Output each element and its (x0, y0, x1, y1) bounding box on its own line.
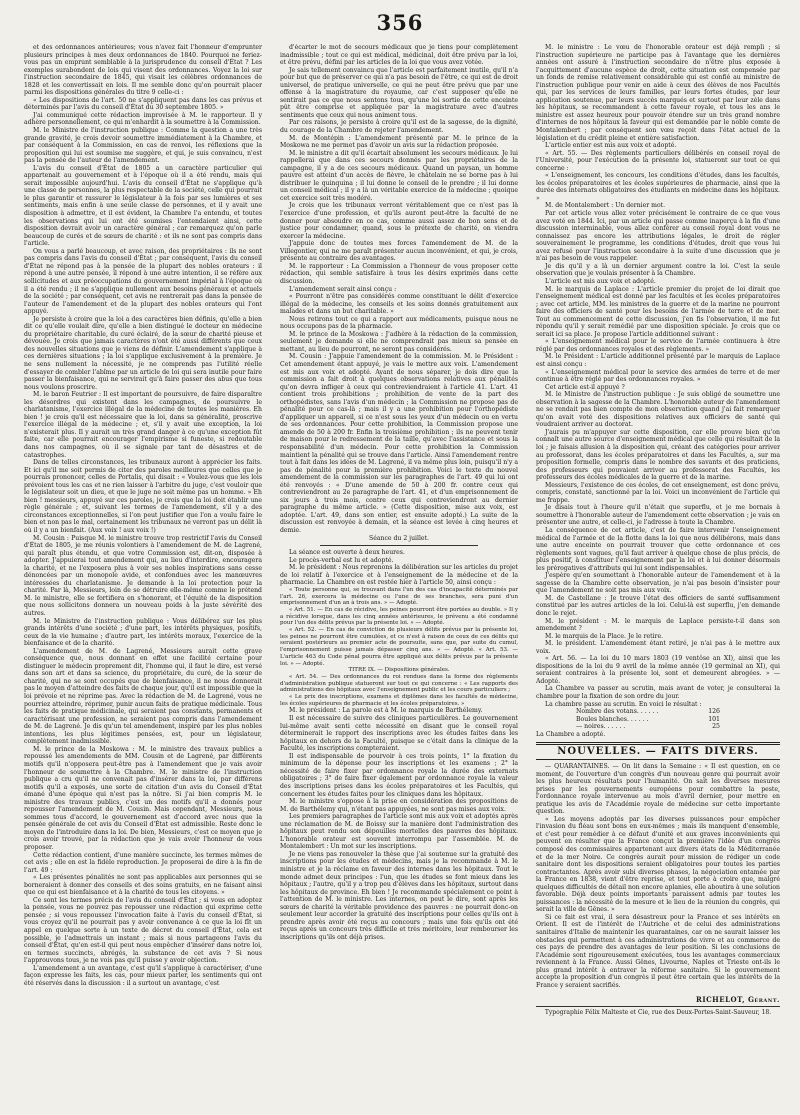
paragraph: J'espère qu'en soumettant à l'honorable auteur de l'amendement et à la sagesse de la Chambre cette observation, je n'ai pas besoin d'insister pour que l'amendement ne soit pas mis aux voix. (536, 572, 780, 595)
paragraph: Je dis qu'il y a là un dernier argument contre la loi. C'est la seule observation que je voulais présenter à la Chambre. (536, 262, 780, 278)
paragraph: L'article est mis aux voix et adopté. (545, 277, 656, 285)
paragraph: La Chambre va passer au scrutin, mais avant de voter, je consulterai la chambre pour la fixation de son ordre du jour. (536, 685, 780, 701)
paragraph: M. le ministre s'oppose à la prise en considération des propositions de M. de Barthélemy qui, n'étant pas appuyées, ne sont pas mises aux voix. (280, 798, 518, 813)
paragraph: M. le Ministre de l'instruction publique : Je suis obligé de soumettre une observation à la sagesse de la Chambre. L'honorable auteur de l'amendement ne se rendait pas bien compte de mon observation quand j'ai fait remarquer qu'on avait voté des dispositions relatives aux officiers de santé qui voudraient arriver au doctorat. (536, 391, 780, 429)
paragraph: M. Cousin : J'appuie l'amendement de la commission. M. le Président : Cet amendement étant appuyé, je vais le mettre aux voix. L'amendement est mis aux voix et adopté. Ayant de nous séparer, je dois dire que la commission a fait droit à quelques observations relatives aux pénalités qu'on devra infliger à ceux qui contreviendraient à l'article 41. L'art. 41 contient trois prohibitions ; prohibition de vente de la part des orthopédistes, sans l'avis d'un médecin ; la Commission ne propose pas de pénalité pour ce cas-là ; mais il y a une prohibition pour l'orthopédiste d'appliquer un appareil, si ce n'est sous les yeux d'un médecin ou en vertu de ses ordonnances. Pour cette prohibition, la Commission propose une amende de 50 à 200 fr. Enfin la troisième prohibition ; ils ne peuvent tenir de maison pour le redressement de la taille, qu'avec l'assistance et sous la responsabilité d'un médecin. Pour cette prohibition la Commission maintient la pénalité qui se trouve dans l'article. Ainsi l'amendement rentre tout à fait dans les idées de M. Lagrené, il va même plus loin, puisqu'il n'y a pas de pénalité pour la première prohibition. Voici le texte du nouvel amendement de la commission sur les paragraphes de l'art. 49 qui lui ont été renvoyés : « D'une amende de 50 à 200 fr. contre ceux qui contreviendront au 2e paragraphe de l'art. 41, et d'un emprisonnement de six jours à trois mois, contre ceux qui contreviendront au dernier paragraphe du même article. » (Cette disposition, mise aux voix, est adoptée. L'art. 49, dans son entier, est ensuite adopté.) La suite de la discussion est renvoyée à demain, et la séance est levée à cinq heures et demie. (280, 353, 518, 534)
divider (320, 545, 478, 546)
paragraph: M. le Ministre de l'instruction publique : Vous délibérez sur les plus grands intérêts d'une société ; d'une part, les intérêts physiques, positifs, ceux de la vie humaine ; d'autre part, les intérêts moraux, l'exercice de la bienfaisance et de la charité. (24, 617, 262, 648)
paragraph: La conséquence de cet article, c'est de faire intervenir l'enseignement médical de l'armée et de la flotte dans la loi que nous délibérons, mais dans une autre enceinte on pourrait trouver que cette ordonnance et ces règlements sont vagues, qu'il faut arriver à quelque chose de plus précis, de plus positif, à constituer l'enseignement par la loi et à lui donner désormais les prérogatives d'attributs qui lui sont indispensables. (536, 527, 780, 572)
column-middle (280, 44, 518, 1096)
session-date: Séance du 2 juillet. (369, 534, 429, 542)
paragraph: On vous a parlé beaucoup, et avec raison, des propriétaires : ils ne sont pas compris dans l'avis du conseil d'État ; par conséquent, l'avis du conseil d'État ne répond pas à la pensée de la plupart des nobles orateurs : il répond à une autre pensée, il répond à une autre intention, il se réfère aux sollicitudes et aux préoccupations du gouvernement impérial à l'époque où il a été rendu ; il ne s'applique nullement aux besoins généraux et actuels de la société ; par conséquent, cet avis ne rentrerait pas dans la pensée de l'auteur de l'amendement et de la plupart des nobles orateurs qui l'ont appuyé. (24, 247, 262, 316)
paragraph: Ce sont les termes précis de l'avis du conseil d'État ; si vous en adoptez la pensée, vous ne pouvez pas repousser une rédaction qui exprime cette pensée ; si vous repoussez l'invocation faite à l'avis du conseil d'État, si vous croyez qu'il ne pourrait pas y avoir convenance à ce que la loi fît un appel en quelque sorte à un texte de décret du conseil d'État, cela est possible, je l'admettrais un instant ; mais si nous partageons l'avis du conseil d'État, qu'en est-il qui peut nous empêcher d'insérer dans notre loi, en termes succincts, abrégés, la substance de cet avis ? Si nous l'approuvons tous, je ne vois pas qu'il puisse y avoir objection. (24, 896, 262, 965)
paragraph: M. le président. L'amendement étant retiré, je n'ai pas à le mettre aux voix. (536, 640, 780, 655)
paragraph: « L'enseignement, les concours, les conditions d'études, dans les facultés, les écoles préparatoires et les écoles supérieures de pharmacie, ainsi que la durée des internats obligatoires des étudiants en médecine dans les hôpitaux. » (536, 172, 780, 202)
paragraph: M. le rapporteur : La Commission a l'honneur de vous proposer cette rédaction, qui semble satisfaire à tous les désirs exprimés dans cette discussion. (280, 262, 518, 285)
printer-imprint: Typographie Félix Malteste et Cie, rue des Deux-Portes-Saint-Sauveur, 18. (536, 1006, 780, 1016)
paragraph: J'ai communiqué cette rédaction improvisée à M. le rapporteur. Il y adhère personnellement, ce qui m'enhardit à la soumettre à la Commission. (24, 111, 262, 127)
paragraph: La Chambre a adopté. (536, 730, 606, 738)
paragraph: M. le ministre a dit qu'il écartait absolument les secours médicaux. Je lui rappellerai que dans ces secours donnés par les propriétaires de la campagne, il y a de ces secours médicaux. Quand un paysan, un homme pauvre est atteint d'un accès de fièvre, le châtelain ne se borne pas à lui distribuer le quinquina ; il lui donne le conseil de le prendre ; il lui donne un conseil médical ; il y a là un véritable exercice de la médecine ; quoique cet exercice soit très modéré. (280, 149, 518, 202)
paragraph: M. le Ministre de l'instruction publique : Comme la question a une très grande gravité, je crois devoir soumettre immédiatement à la Chambre, et par conséquent à la Commission, en cas de renvoi, les réflexions que la proposition qui lui est soumise me suggère, et qui, je suis convaincu, n'est pas la pensée de l'auteur de l'amendement. (24, 127, 262, 165)
paragraph: L'amendement serait ainsi conçu : (289, 285, 397, 293)
article-text: « Art. 51. — En cas de récidive, les peines pourront être portées au double. » Il y a récidive lorsque, dans les cinq années antérieures, le prévenu a été condamné pour l'un des délits prévus par la présente loi. » — Adopté. (280, 606, 518, 627)
paragraph: L'amendement de M. de Lagrené, Messieurs aurait cette grave conséquence que, nous donnant en effet une facilité certaine pour distinguer le médecin proprement dit, l'homme qui, il faut le dire, est versé dans son art et dans sa science, du propriétaire, du curé, de la sœur de charité, qui ne se sont occupés que de bienfaisance, il ne nous donnerait pas le moyen d'atteindre des faits de chaque jour, qu'il est impossible que la loi prévoie et ne réprime pas. Avec la rédaction de M. de Lagrené, vous ne pourriez atteindre, réprimer, punir aucun faits de pratique médicinale. Tous les faits de pratique médicinale, qui seraient pas constants, permanents et caractérisant une profession, ne seraient pas compris dans l'amendement de M. de Lagrené. Je dis qu'un tel amendement, inspiré par les plus nobles intentions, les plus légitimes pensées, est, pour un législateur, complètement inadmissible. (24, 647, 262, 746)
column-right (536, 44, 780, 1096)
vote-row: Boules blanches. . . . . . 101 (576, 715, 720, 723)
paragraph: « Les dispositions de l'art. 50 ne s'appliquent pas dans les cas prévus et déterminés par l'avis du conseil d'État du 30 septembre 1805. » (24, 96, 262, 112)
paragraph: M. le prince de la Moskowa : J'adhère à la rédaction de la commission, seulement je demande si elle ne comprendrait pas mieux sa pensée en mettant, au lieu de pourront, ne seront pas considérés. (280, 330, 518, 353)
paragraph: M. de Castellane : Je trouve l'état des officiers de santé suffisamment constitué par les autres articles de la loi. Celui-là est superflu, j'en demande donc le rejet. (536, 594, 780, 618)
paragraph: M. de Montalembert : Un dernier mot. (545, 202, 666, 210)
paragraph: Le procès-verbal est lu et adopté. (289, 556, 394, 564)
paragraph: La chambre passe au scrutin. En voici le résultat : (545, 700, 702, 708)
paragraph: M. le président : Nous reprenons la délibération sur les articles du projet de loi relatif à l'exercice et à l'enseignement de la médecine et de la pharmacie. La Chambre en est restée hier à l'article 50, ainsi conçu : (280, 564, 518, 587)
paragraph: Si ce fait est vrai, il sera désastreux pour la France et ses intérêts en Orient. Il est de l'intérêt de l'Autriche et de celui des administrations sanitaires d'Italie de maintenir les quarantaines, car on ne saurait laisser les obstacles qui permettent à ces administrations de vivre et au commerce de ces pays de prendre des avantages de leur position. Si les conclusions de l'Académie sont rigoureusement exécutées, tous les avantages commerciaux reviennent à la France. Aussi Gênes, Livourne, Naples et Trieste ont-ils le plus grand intérêt à entraver la réforme sanitaire. Si le gouvernement accepte la proposition d'un congrès il peut être certain que les intérêts de la France y seraient sacrifiés. (536, 913, 780, 989)
section-rule (536, 744, 780, 745)
paragraph: Nous retirons tout ce qui a rapport aux médicaments, puisque nous ne nous occupons pas de la pharmacie. (280, 315, 518, 331)
article-text: « Art. 52. — En cas de conviction de plusieurs délits prévus par la présente loi, les peines ne pourront être cumulées, et ce n'est à raison de ceux de ces délits qui seraient postérieurs au premier acte de poursuite, sans que, par suite du cumul, l'emprisonnement puisse jamais dépasser cinq ans. » — Adopté. « Art. 53. — L'article 463 du Code pénal pourra être appliqué aux délits prévus par la présente loi. » — Adopté. (280, 627, 518, 667)
paragraph: « Art. 55. — Des règlements particuliers délibérés en conseil royal de l'Université, pour l'exécution de la présente loi, statueront sur tout ce qui concerne : (536, 149, 780, 172)
column-left (24, 44, 262, 1096)
paragraph: L'amendement a un avantage, c'est qu'il s'applique à caractériser, d'une façon expresse les faits, les cas, pour mieux parler, les sentiments qui ont été réservés dans la discussion : il a surtout un avantage, c'est (24, 964, 262, 987)
paragraph: Par ces raisons, je persiste à croire qu'il est de la sagesse, de la dignité, du courage de la Chambre de rejeter l'amendement. (280, 119, 518, 135)
signature: RICHELOT, Gérant. (696, 995, 780, 1005)
paragraph: Les premiers paragraphes de l'article sont mis aux voix et adoptés après une réclamation de M. de Boissy sur la manière dont l'administration des hôpitaux peut rendu son dépouilles mortelles des pauvres des hôpitaux. L'honorable orateur est souvent interrompu par l'assemblée. M. de Montalembert : Un mot sur les inscriptions. (280, 813, 518, 851)
paragraph: La séance est ouverte à deux heures. (289, 549, 405, 557)
paragraph: — QUARANTAINES. — On lit dans la Semaine : « Il est question, en ce moment, de l'ouverture d'un congrès d'un nouveau genre qui pourrait avoir les plus heureux résultats pour l'humanité. On sait les diverses mesures prises par les gouvernements européens pour combattre la peste, l'ordonnance royale intervenue au mois d'avril dernier, pour mettre en pratique les avis de l'Académie royale de médecine sur cette importante question. (536, 763, 780, 816)
article-text: « Toute personne qui, se trouvant dans l'un des cas d'incapacité déterminés par l'art. 26, exercera la médecine ou l'une de ses branches, sera puni d'un emprisonnement d'un an à trois ans. » — Adopté. (280, 586, 518, 607)
section-rule (536, 742, 780, 743)
section-rule (536, 759, 780, 760)
article-text: « Art. 54. — Des ordonnances du roi rendues dans la forme des règlements d'administration publique statueront sur tout ce qui concerne : « Les rapports des administrations des hôpitaux avec l'enseignement public et les cours particuliers ; (280, 673, 518, 694)
paragraph: M. Cousin : Puisque M. le ministre trouve trop restrictif l'avis du Conseil d'État de 1805, je me réunis volontiers à l'amendement de M. de Lagrené, qui paraît plus étendu, et que votre Commission est, dit-on, disposée à adopter. J'appuierai tout amendement qui, au lieu d'interdire, encouragera la charité, et ne l'exposera plus à voir ses nobles inspirations sans cesse dénoncées par un monopole avide, et confondues avec les manœuvres intéressées du charlatanisme. Je demande à la loi protection pour la charité. Par là, Messieurs, loin de se détruire elle-même comme le prétend M. le ministre, elle se fortifiera en s'honorant, et l'équité de la disposition que nous sollicitons donnera un nouveau poids à la juste sévérité des autres. (24, 534, 262, 618)
paragraph: J'appuie donc de toutes mes forces l'amendement de M. de la Villegontier, qui ne me paraît présenter aucun inconvénient, et qui, je crois, présente au contraire des avantages. (280, 240, 518, 263)
paragraph: Je crois que les tribunaux verront véritablement que ce n'est pas là l'exercice d'une profession, et qu'ils auront peut-être la faculté de ne donner pour absoudre en ce cas, comme aussi assez de bon sens et de justice pour condamner, quand, sous le prétexte de charité, on viendra exercer la médecine. (280, 202, 518, 240)
paragraph: d'écarter le mot de secours médicaux que je tiens pour complètement inadmissible ; tout ce qui est médical, médicinal, doit être prévu par la loi, et être prévu, défini par les articles de la loi que vous avez votée. (280, 44, 518, 67)
paragraph: Je ne viens pas renouveler la thèse que j'ai soutenue sur la gratuité des inscriptions pour les études et médecins, mais je la recommande à M. le ministre et je la réclame en faveur des internes dans les hôpitaux. Tout le monde admet deux principes : l'un, que les études se font mieux dans les hôpitaux ; l'autre, qu'il y a trop peu d'élèves dans les hôpitaux, surtout dans les hôpitaux de province. Eh bien ! Je recommande spécialement ce point à l'attention de M. le ministre. Les internes, on peut le dire, sont après les sœurs de charité la véritable providence des pauvres : ne pourrait donc-on seulement leur accorder la gratuité des inscriptions pour celles qu'ils ont à prendre après avoir été reçus au concours ; mais une fois qu'ils ont été reçus après un concours très difficile et très méritoire, leur rembourser les inscriptions qu'ils ont déjà prises. (280, 850, 518, 941)
paragraph: M. le marquis de Laplace : L'article premier du projet de loi dirait que l'enseignement médical est donné par les facultés et les écoles préparatoires ; avec cet article, MM. les ministres de la guerre et de la marine ne pourront faire des officiers de santé pour les besoins de l'armée de terre et de mer. Tout au commencement de cette discussion, j'en fis l'observation, il me fut répondu qu'il y serait remédié par une disposition spéciale. Je crois que ce serait ici sa place. Je propose l'article additionnel suivant : (536, 285, 780, 338)
paragraph: Cet article est-il appuyé ? (545, 383, 625, 391)
paragraph: M. le président : La parole est à M. le marquis de Barthélemy. (289, 707, 483, 715)
paragraph: « Pourront n'être pas considérés comme constituant le délit d'exercice illégal de la médecine, les conseils et les soins donnés gratuitement aux malades et dans un but charitable. » (280, 293, 518, 316)
paragraph: « L'enseignement médical pour le service des armées de terre et de mer continue à être réglé par des ordonnances royales. » (536, 368, 780, 384)
paragraph: M. le baron Feutrier : Il est important de poursuivre, de faire disparaître les désordres qui existent dans les campagnes, de poursuivre le charlatanisme, l'exercice illégal de la médecine de toutes les manières. Eh bien ! je crois qu'il est nécessaire que la loi, dans sa généralité, proscrive l'exercice illégal de la médecine ; et, s'il y avait une exception, la loi n'existerait plus. Il y aurait un très grand danger à ce qu'une exception fût faite, car elle pourrait encourager l'empirisme si funeste, si redoutable dans nos campagnes, où il se signale par tant de désastres et de catastrophes. (24, 391, 262, 459)
paragraph: Il est nécessaire de suivre des cliniques particulières. Le gouvernement lui-même avait senti cette nécessité en disant que le conseil royal déterminerait le rapport des inscriptions avec les études faites dans les hôpitaux en dehors de la Faculté, puisque se c'était dans la clinique de la Faculté, les inscriptions compteraient. (280, 715, 518, 753)
paragraph: L'avis du conseil d'État de 1805 a un caractère particulier qui appartenait au gouvernement et à l'époque où il a été rendu, mais qui serait impossible aujourd'hui. L'avis du conseil d'État ne s'applique qu'à une classe de personnes, la plus respectable de la société, celle qui pourrait le plus garantir et rassurer le législateur à la fois par ses lumières et ses sentiments, mais enfin à une seule classe de personnes, et il y avait une disposition à admettre, et il est évident, la Chambre l'a entendu, et toutes les observations qui lui ont été soumises l'entendaient ainsi, cette disposition devrait avoir un caractère général ; car remarquez qu'on parle beaucoup de curés et de sœurs de charité : et ils ne sont pas compris dans l'article. (24, 164, 262, 248)
section-heading: NOUVELLES. — FAITS DIVERS. (557, 746, 759, 758)
paragraph: « Les moyens adoptés par les diverses puissances pour empêcher l'invasion du fléau sont bons en eux-mêmes ; mais ils manquent d'ensemble, et c'est pour remédier à ce défaut d'unité et aux graves inconvénients qui peuvent en résulter que la France conçut la première l'idée d'un congrès composé des commissaires appartenant aux divers états de la Méditerranée et de la mer Noire. Ce congrès aurait pour mission de rédiger un code sanitaire dont les dispositions seraient obligatoires pour toutes les parties contractantes. Après avoir subi diverses phases, la négociation entamée par la France en 1838, vient d'être reprise, et tout porte à croire que, malgré quelques difficultés de détail non encore aplanies, elle aboutira à une solution favorable. Déjà deux points importants paraissent admis par toutes les puissances : la nécessité de la mesure et le lieu de la réunion du congrès, qui serait la ville de Gênes. » (536, 815, 780, 914)
paragraph: Il est indispensable de pourvoir à ces trois points, 1° la fixation du minimum de la dépense pour les inscriptions et les examens ; 2° la nécessité de faire fixer par ordonnance royale la durée des externats obligatoires ; 3° de faire fixer également par ordonnance royale la valeur des inscriptions prises dans les écoles préparatoires et les Facultés, qui concernent les études faites pour les cliniques dans les hôpitaux. (280, 752, 518, 798)
paragraph: Par cet article vous allez voter précisément le contraire de ce que vous avez voté en 1844. Ici, par un article qui passe comme inaperçu à la fin d'une discussion interminable, vous allez conférer au conseil royal dont vous ne connaissez pas encore les attributions légales, le droit de régler souverainement le programme, les conditions d'études, droit que vous lui avez refusé pour l'instruction secondaire à la suite d'une discussion que je n'ai pas besoin de vous rappeler. (536, 210, 780, 263)
paragraph: M. de Montépin : L'amendement présenté par M. le prince de la Moskowa ne me permet pas d'avoir un avis sur la rédaction proposée. (280, 134, 518, 150)
paragraph: « Les présentes pénalités ne sont pas applicables aux personnes qui se borneraient à donner des conseils et des soins gratuits, en ne faisant ainsi que ce qui est bienfaisance et à la charité de tous les citoyens. » (24, 874, 262, 897)
title-heading: TITRE IX. — Dispositions générales. (348, 667, 450, 674)
paragraph: L'article entier est mis aux voix et adopté. (545, 142, 677, 150)
article-text: « Le prix des inscriptions, examens et diplômes dans les facultés de médecine, les écoles supérieures de pharmacie et les écoles préparatoires. » (280, 694, 518, 707)
paragraph: M. le Président : L'article additionnel présenté par le marquis de Laplace est ainsi conçu : (536, 353, 780, 368)
paragraph: Dans de telles circonstances, les tribunaux auront à apprécier les faits. Et ici qu'il me soit permis de citer des paroles meilleures que celles que je pourrais prononcer, celles de Portalis, qui disait : « Voulez-vous que les lois prévoient tous les cas et ne rien laisser à l'arbitre du juge, c'est vouloir que le législateur soit un dieu, et que le juge ne soit même pas un homme. » Eh bien ! messieurs, appuyé sur ces paroles, je crois que la loi doit établir une règle générale ; et, suivant les termes de l'amendement, s'il y a des circonstances exceptionnelles, si l'on peut justifier que l'on a voulu faire le bien et non pas le mal, certainement les tribunaux ne verront pas un délit là où il y a un bienfait. (Aux voix ! aux voix !) (24, 459, 262, 534)
paragraph: Je persiste à croire que la loi a des caractères bien définis, qu'elle a bien dit ce qu'elle voulait dire, qu'elle a bien distingué le docteur en médecine du propriétaire charitable, du curé éclairé, de la sœur de charité pieuse et dévouée. Je crois que jamais caractères n'ont été aussi différents que ceux des nouvelles situations que je viens de définir. L'amendement s'applique à ces dernières situations ; la loi s'applique exclusivement à la première. Je ne sens nullement la nécessité, je ne comprends pas l'utilité réelle d'essayer de combler l'abîme par un article de loi qui sera inutile pour faire passer la bienfaisance, qui ne servirait qu'à faire passer des abus que tous nous voulons proscrire. (24, 315, 262, 391)
page-number: 356 (376, 10, 424, 35)
paragraph: Je disais tout à l'heure qu'il n'était que superflu, et je me bornais à soumettre à l'honorable auteur de l'amendement cette observation ; je vais en présenter une autre, et celle-ci, je l'adresse à toute la Chambre. (536, 504, 780, 527)
vote-row: Nombre des votans. . . . . . 126 (576, 708, 720, 716)
paragraph: M. le prince de la Moskowa : M. le ministre des travaux publics a repoussé les amendements de MM. Cousin et de Lagrené, par différents motifs qu'il n'opposera peut-être pas à l'amendement que je vais avoir l'honneur de soumettre à la Chambre. M. le ministre de l'instruction publique a cru qu'il ne convenait pas d'insérer dans la loi, par différens motifs qu'il a exposés, une sorte de citation d'un avis du Conseil d'État émané d'une époque qui n'est pas la nôtre. Si j'ai bien compris M. le ministre des travaux publics, c'est un des motifs qu'il a donnés pour repousser l'amendement de M. Cousin. Mais cependant, Messieurs, nous sommes tous d'accord, le gouvernement est d'accord avec nous que la pensée générale de cet avis du Conseil d'État est admissible. Reste donc le moyen de l'introduire dans la loi. De bien, Messieurs, c'est ce moyen que je crois avoir trouvé, par la rédaction que je vais avoir l'honneur de vous proposer. (24, 745, 262, 851)
paragraph: M. le président : M. le marquis de Laplace persiste-t-il dans son amendement ? (536, 617, 780, 633)
paragraph: J'aurais pu m'appuyer sur cette disposition, car elle prouve bien qu'on connaît une autre source d'enseignement médical que celle qui résultait de la loi ; je faisais allusion à la disposition qui, créant des catégories pour arriver au professorat, dans les écoles préparatoires et dans les Facultés, a, sur ma proposition formelle, compris dans le nombre des savants et des praticiens, des professeurs qui pouvaient arriver au professorat des Facultés, les professeurs des écoles médicales de la guerre et de la marine. (536, 428, 780, 482)
paragraph: et des ordonnances antérieures; vous n'avez fait l'honneur d'emprunter plusieurs principes à mes deux ordonnances de 1840. Pourquoi ne feriez-vous pas un emprunt semblable à la jurisprudence du conseil d'État ? Les exemples surabondent de lois qui visent des ordonnances. Voyez la loi sur l'instruction secondaire de 1845, qui visait les célèbres ordonnances de 1828 et les convertissait en lois. Il me semble donc qu'on pourrait placer parmi les dispositions générales du titre 9 celle-ci : (24, 44, 262, 97)
paragraph: Cette rédaction contient, d'une manière succincte, les termes mêmes de cet avis ; elle en est la fidèle reproduction. Je proposerai de dire à la fin de l'art. 49 : (24, 851, 262, 874)
paragraph: « Art. 56. — La loi du 10 mars 1803 (19 ventôse an XI), ainsi que les dispositions de la loi du 9 avril de la même année (19 germinal an XI), qui seraient contraires à la présente loi, sont et demeurent abrogées. » — Adopté. (536, 655, 780, 685)
paragraph: Je sais tellement convaincu que l'article est parfaitement inutile, qu'il n'a pour but que de préserver ce qui n'a pas besoin de l'être, ce qui est de droit universel, de pratique universelle, ce qui ne peut être prévu que par une offense à la magistrature du royaume, car c'est supposer qu'elle ne sentirait pas ce que nous sentons tous, qu'une loi sortie de cette enceinte pût être comprise et appliquée par la magistrature avec d'autres sentiments que ceux qui nous animent tous. (280, 66, 518, 119)
paragraph: Messieurs, l'existence de ces écoles, de cet enseignement, est donc prévu, compris, constaté, sanctionné par la loi. Voici un inconvénient de l'article qui me frappe. (536, 481, 780, 504)
paragraph: « L'enseignement médical pour le service de l'armée continuera à être réglé par des ordonnances royales et des règlements. » (536, 338, 780, 353)
vote-row: — noires. . . . . . 25 (576, 723, 720, 731)
paragraph: M. le marquis de la Place. Je le retire. (545, 632, 664, 640)
paragraph: M. le ministre : Le vœu de l'honorable orateur est déjà rempli ; si l'instruction supérieure ne participe pas à l'avantage que les dernières années ont assuré à l'instruction secondaire de n'être plus exposée à l'acquittement d'aucune espèce de droit, cette situation est compensée par un fonds de remise relativement considérable qui est confié au ministre de l'instruction publique pour venir en aide à ceux des élèves de nos Facultés qui, par les services de leurs familles, par leurs fortes études, par leur application soutenue, par leurs succès marqués et surtout par leur zèle dans les hôpitaux, se recommandent à cette faveur royale, et tous les ans le ministre est assez heureux pour pouvoir étendre sur un très grand nombre d'internes de nos hôpitaux la faveur qui est demandée par le noble comte de Montalembert ; par conséquent son vœu reçoit dans l'état actuel de la législation et du crédit pleine et entière satisfaction. (536, 44, 780, 142)
